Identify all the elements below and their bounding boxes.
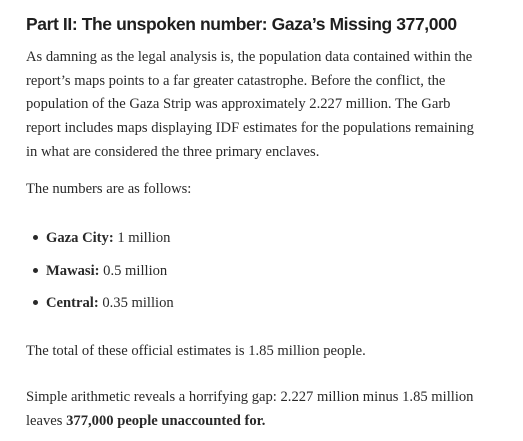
- emphasis-text: 377,000 people unaccounted for.: [66, 412, 266, 429]
- paragraph-line: Simple arithmetic reveals a horrifying gap: 2.227 million minus 1.85 million: [26, 389, 474, 405]
- list-item: [26, 293, 174, 326]
- paragraph-line: in what are considered the three primary enclaves.: [26, 143, 320, 160]
- conclusion-paragraph: [26, 386, 473, 433]
- list-item-value: 0.35 million: [98, 295, 174, 311]
- list-item-label: Mawasi:: [46, 262, 100, 279]
- list-item-value: 1 million: [113, 230, 171, 246]
- paragraph-line: report includes maps displaying IDF estimates for the populations remaining: [26, 120, 474, 137]
- population-list: [26, 228, 174, 326]
- list-item-value: 0.5 million: [99, 262, 168, 279]
- total-paragraph: The total of these official estimates is 1.85 million people.: [26, 343, 366, 359]
- bullet-icon: [33, 235, 38, 240]
- paragraph-line: As damning as the legal analysis is, the population data contained within the: [26, 49, 473, 65]
- line-text: leaves: [26, 412, 67, 429]
- intro-paragraph: [26, 46, 474, 165]
- paragraph-line: population of the Gaza Strip was approximately 2.227 million. The Garb: [26, 96, 451, 113]
- bullet-icon: [33, 300, 38, 305]
- list-item-label: Gaza City:: [46, 230, 114, 246]
- list-item-label: Central:: [46, 295, 99, 311]
- bullet-icon: [33, 268, 38, 273]
- list-item: [26, 261, 174, 294]
- paragraph-line: [26, 410, 473, 434]
- section-heading: Part II: The unspoken number: Gaza’s Missing 377,000: [26, 14, 457, 34]
- numbers-intro-paragraph: The numbers are as follows:: [26, 181, 192, 197]
- list-item: [26, 228, 174, 261]
- paragraph-line: report’s maps points to a far greater catastrophe. Before the conflict, the: [26, 72, 446, 89]
